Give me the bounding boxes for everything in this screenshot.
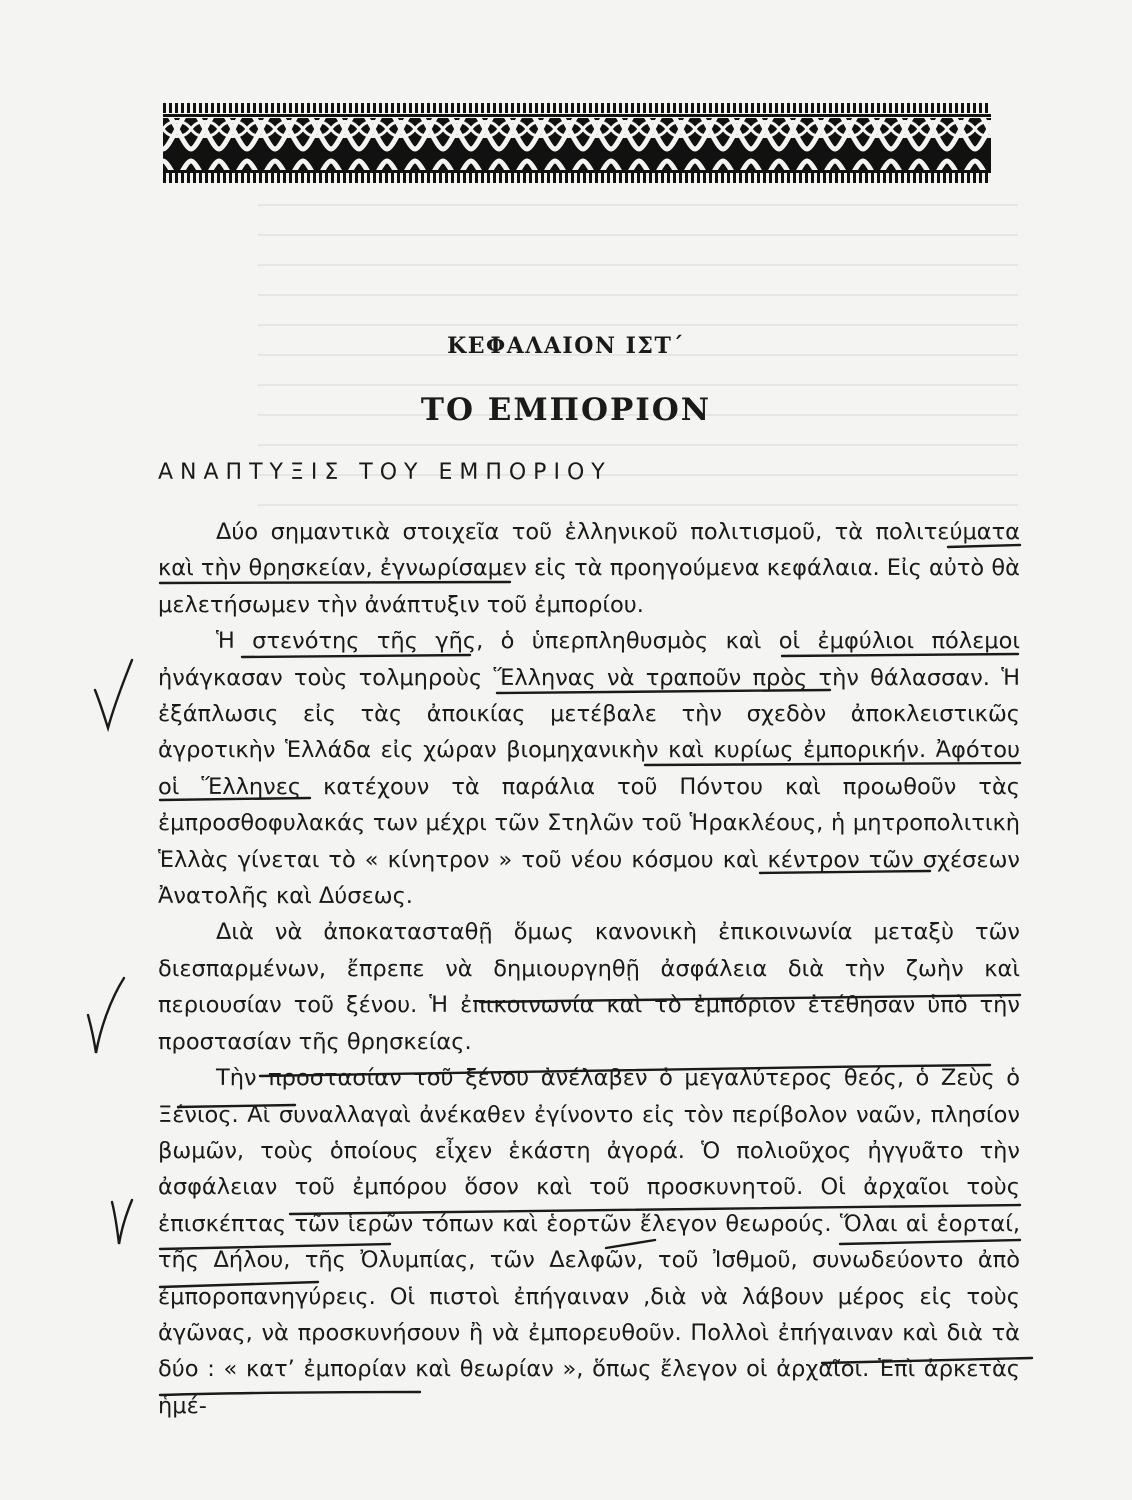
braided-ornament-band: [163, 103, 991, 183]
paragraph: Ἡ στενότης τῆς γῆς, ὁ ὑπερπληθυσμὸς καὶ οἱ ἐμφύλιοι πόλεμοι ἠνάγκασαν τοὺς τολμηροὺς Ἕλληνας νὰ τραποῦν πρὸς τὴν θάλασσαν. Ἡ ἐξάπλωσις εἰς τὰς ἀποικίας μετέβαλε τὴν σχεδὸν ἀποκλειστικῶς ἀγροτικὴν Ἑλλάδα εἰς χώραν βιομηχανικὴν καὶ κυρίως ἐμπορικήν. Ἀφότου οἱ Ἕλληνες κατέχουν τὰ παράλια τοῦ Πόντου καὶ προωθοῦν τὰς ἐμπροσθοφυλακάς των μέχρι τῶν Στηλῶν τοῦ Ἡρακλέους, ἡ μητροπολιτικὴ Ἑλλὰς γίνεται τὸ « κίνητρον » τοῦ νέου κόσμου καὶ κέντρον τῶν σχέσεων Ἀνατολῆς καὶ Δύσεως.: [158, 628, 1020, 910]
paragraph: Τὴν προστασίαν τοῦ ξένου ἀνέλαβεν ὁ μεγαλύτερος θεός, ὁ Ζεὺς ὁ Ξένιος. Αἱ συναλλαγαὶ ἀνέκαθεν ἐγίνοντο εἰς τὸν περίβολον ναῶν, πλησίον βωμῶν, τοὺς ὁποίους εἶχεν ἑκάστη ἀγορά. Ὁ πολιοῦχος ἠγγυᾶτο τὴν ἀσφάλειαν τοῦ ἐμπόρου ὅσον καὶ τοῦ προσκυνητοῦ. Οἱ ἀρχαῖοι τοὺς ἐπισκέπτας τῶν ἱερῶν τόπων καὶ ἑορτῶν ἔλεγον θεωρούς. Ὅλαι αἱ ἑορταί, τῆς Δήλου, τῆς Ὀλυμπίας, τῶν Δελφῶν, τοῦ Ἰσθμοῦ, συνωδεύοντο ἀπὸ ἐμποροπανηγύρεις. Οἱ πιστοὶ ἐπήγαιναν ,διὰ νὰ λάβουν μέρος εἰς τοὺς ἀγῶνας, νὰ προσκυνήσουν ἢ νὰ ἐμπορευθοῦν. Πολλοὶ ἐπήγαιναν καὶ διὰ τὰ δύο : « κατ’ ἐμπορίαν καὶ θεωρίαν », ὅπως ἔλεγον οἱ ἀρχαῖοι. Ἐπὶ ἀρκετὰς ἡμέ-: [158, 1065, 1020, 1419]
body-text: [158, 514, 1020, 1424]
paragraph: Δύο σημαντικὰ στοιχεῖα τοῦ ἑλληνικοῦ πολιτισμοῦ, τὰ πολιτεύματα καὶ τὴν θρησκείαν, ἐγνωρίσαμεν εἰς τὰ προηγούμενα κεφάλαια. Εἰς αὐτὸ θὰ μελετήσωμεν τὴν ἀνάπτυξιν τοῦ ἐμπορίου.: [158, 519, 1020, 618]
page-title: ΤΟ ΕΜΠΟΡΙΟΝ: [420, 392, 712, 428]
section-heading: ΑΝΑΠΤΥΞΙΣ ΤΟΥ ΕΜΠΟΡΙΟΥ: [158, 460, 612, 485]
chapter-heading: ΚΕΦΑΛΑΙΟΝ ΙΣΤ΄: [447, 333, 685, 359]
paragraph: Διὰ νὰ ἀποκατασταθῇ ὅμως κανονικὴ ἐπικοινωνία μεταξὺ τῶν διεσπαρμένων, ἔπρεπε νὰ δημιουργηθῇ ἀσφάλεια διὰ τὴν ζωὴν καὶ περιουσίαν τοῦ ξένου. Ἡ ἐπικοινωνία καὶ τὸ ἐμπόριον ἐτέθησαν ὑπὸ τὴν προστασίαν τῆς θρησκείας.: [158, 919, 1020, 1055]
checkmark-icon: [88, 978, 124, 1053]
checkmark-icon: [95, 660, 132, 728]
checkmark-icon: [112, 1200, 132, 1244]
